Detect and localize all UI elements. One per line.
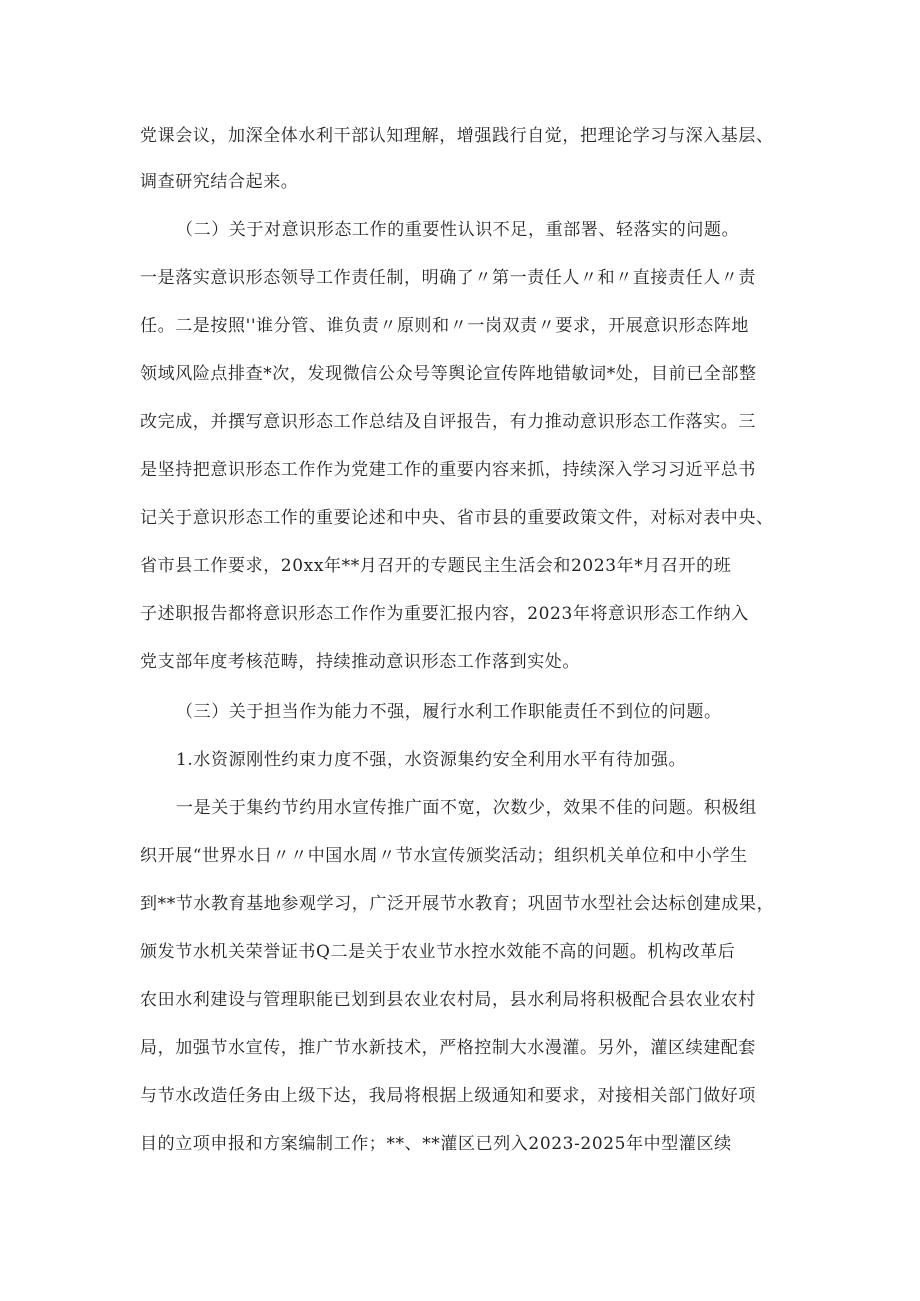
text-line: 颁发节水机关荣誉证书Q二是关于农业节水控水效能不高的问题。机构改革后 [140,942,736,962]
text-line: 织开展“世界水日〃〃中国水周〃节水宣传颁奖活动；组织机关单位和中小学生 [140,846,748,866]
text-line: 省市县工作要求，20xx年**月召开的专题民主生活会和2023年*月召开的班 [140,556,732,576]
subsection-heading: 1.水资源刚性约束力度不强，水资源集约安全利用水平有待加强。 [176,750,687,770]
text-line: 改完成，并撰写意识形态工作总结及自评报告，有力推动意识形态工作落实。三 [140,412,756,432]
text-line: 与节水改造任务由上级下达，我局将根据上级通知和要求，对接相关部门做好项 [140,1086,756,1106]
text-line: 记关于意识形态工作的重要论述和中央、省市县的重要政策文件，对标对表中央、 [140,508,774,528]
section-heading: （二）关于对意识形态工作的重要性认识不足，重部署、轻落实的问题。 [176,220,740,240]
text-line: 领域风险点排查*次，发现微信公众号等舆论宣传阵地错敏词*处，目前已全部整 [140,364,757,384]
text-line: 一是落实意识形态领导工作责任制，明确了〃第一责任人〃和〃直接责任人〃责 [140,268,756,288]
text-line: 党支部年度考核范畴，持续推动意识形态工作落到实处。 [140,652,580,672]
text-line: 调查研究结合起来。 [140,172,299,192]
text-line: 到**节水教育基地参观学习，广泛开展节水教育；巩固节水型社会达标创建成果， [140,894,775,914]
text-line: 目的立项申报和方案编制工作；**、**灌区已列入2023-2025年中型灌区续 [140,1134,732,1154]
text-line: 农田水利建设与管理职能已划到县农业农村局，县水利局将积极配合县农业农村 [140,990,756,1010]
text-line: 局，加强节水宣传，推广节水新技术，严格控制大水漫灌。另外，灌区续建配套 [140,1038,756,1058]
text-line: 是坚持把意识形态工作作为党建工作的重要内容来抓，持续深入学习习近平总书 [140,460,756,480]
text-line: 子述职报告都将意识形态工作作为重要汇报内容，2023年将意识形态工作纳入 [140,604,749,624]
text-line: 任。二是按照''谁分管、谁负责〃原则和〃一岗双责〃要求，开展意识形态阵地 [140,316,749,336]
text-line: 一是关于集约节约用水宣传推广面不宽，次数少，效果不佳的问题。积极组 [176,798,757,818]
text-line: 党课会议，加深全体水利干部认知理解，增强践行自觉，把理论学习与深入基层、 [140,126,774,146]
section-heading: （三）关于担当作为能力不强，履行水利工作职能责任不到位的问题。 [176,702,722,722]
